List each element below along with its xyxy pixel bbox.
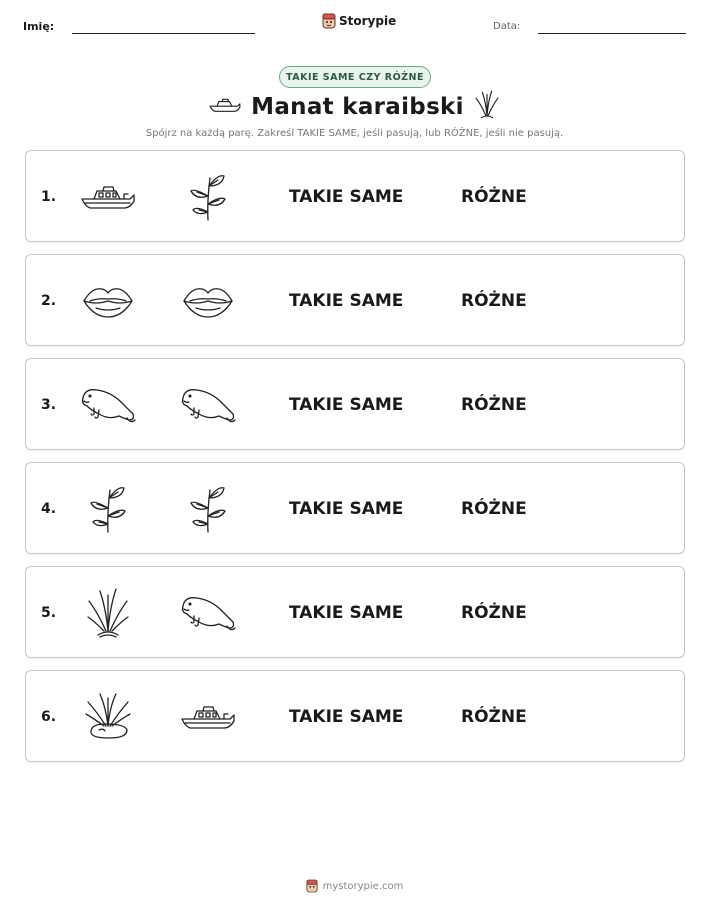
question-number: 2. — [41, 293, 57, 309]
name-label: Imię: — [23, 20, 55, 33]
option-different[interactable]: RÓŻNE — [461, 707, 527, 727]
storypie-mascot-icon — [322, 13, 336, 29]
option-different[interactable]: RÓŻNE — [461, 499, 527, 519]
question-row — [25, 150, 685, 242]
manatee-icon — [178, 587, 238, 639]
footer-url[interactable]: mystorypie.com — [322, 880, 404, 892]
brand-logo — [322, 13, 396, 29]
page-title: Manat karaibski — [251, 94, 464, 120]
plant-icon — [178, 483, 238, 535]
name-line[interactable] — [72, 33, 255, 34]
question-list — [25, 150, 685, 774]
plant-icon — [78, 483, 138, 535]
seagrass-icon — [474, 90, 500, 124]
question-row — [25, 254, 685, 346]
question-number: 5. — [41, 605, 57, 621]
storypie-mascot-icon — [306, 879, 318, 893]
plant-icon — [178, 171, 238, 223]
date-label: Data: — [493, 21, 521, 32]
manatee-icon — [178, 379, 238, 431]
option-different[interactable]: RÓŻNE — [461, 395, 527, 415]
boat-icon — [78, 171, 138, 223]
seagrass-rock-icon — [78, 691, 138, 743]
lips-icon — [178, 275, 238, 327]
option-same[interactable]: TAKIE SAME — [289, 395, 404, 415]
option-different[interactable]: RÓŻNE — [461, 291, 527, 311]
option-same[interactable]: TAKIE SAME — [289, 499, 404, 519]
boat-icon — [209, 96, 241, 118]
question-number: 1. — [41, 189, 57, 205]
option-different[interactable]: RÓŻNE — [461, 187, 527, 207]
brand-name: Storypie — [339, 14, 397, 28]
date-line[interactable] — [538, 33, 686, 34]
worksheet-type-badge: TAKIE SAME CZY RÓŻNE — [279, 66, 431, 88]
option-same[interactable]: TAKIE SAME — [289, 603, 404, 623]
seagrass-icon — [78, 587, 138, 639]
manatee-icon — [78, 379, 138, 431]
option-same[interactable]: TAKIE SAME — [289, 187, 404, 207]
question-row — [25, 462, 685, 554]
question-row — [25, 670, 685, 762]
question-row — [25, 358, 685, 450]
question-number: 4. — [41, 501, 57, 517]
option-different[interactable]: RÓŻNE — [461, 603, 527, 623]
footer — [0, 879, 709, 893]
instructions: Spójrz na każdą parę. Zakreśl TAKIE SAME, jeśli pasują, lub RÓŻNE, jeśli nie pasują. — [145, 128, 564, 139]
question-number: 6. — [41, 709, 57, 725]
question-row — [25, 566, 685, 658]
lips-icon — [78, 275, 138, 327]
option-same[interactable]: TAKIE SAME — [289, 291, 404, 311]
question-number: 3. — [41, 397, 57, 413]
title-row — [0, 90, 709, 124]
option-same[interactable]: TAKIE SAME — [289, 707, 404, 727]
boat-icon — [178, 691, 238, 743]
